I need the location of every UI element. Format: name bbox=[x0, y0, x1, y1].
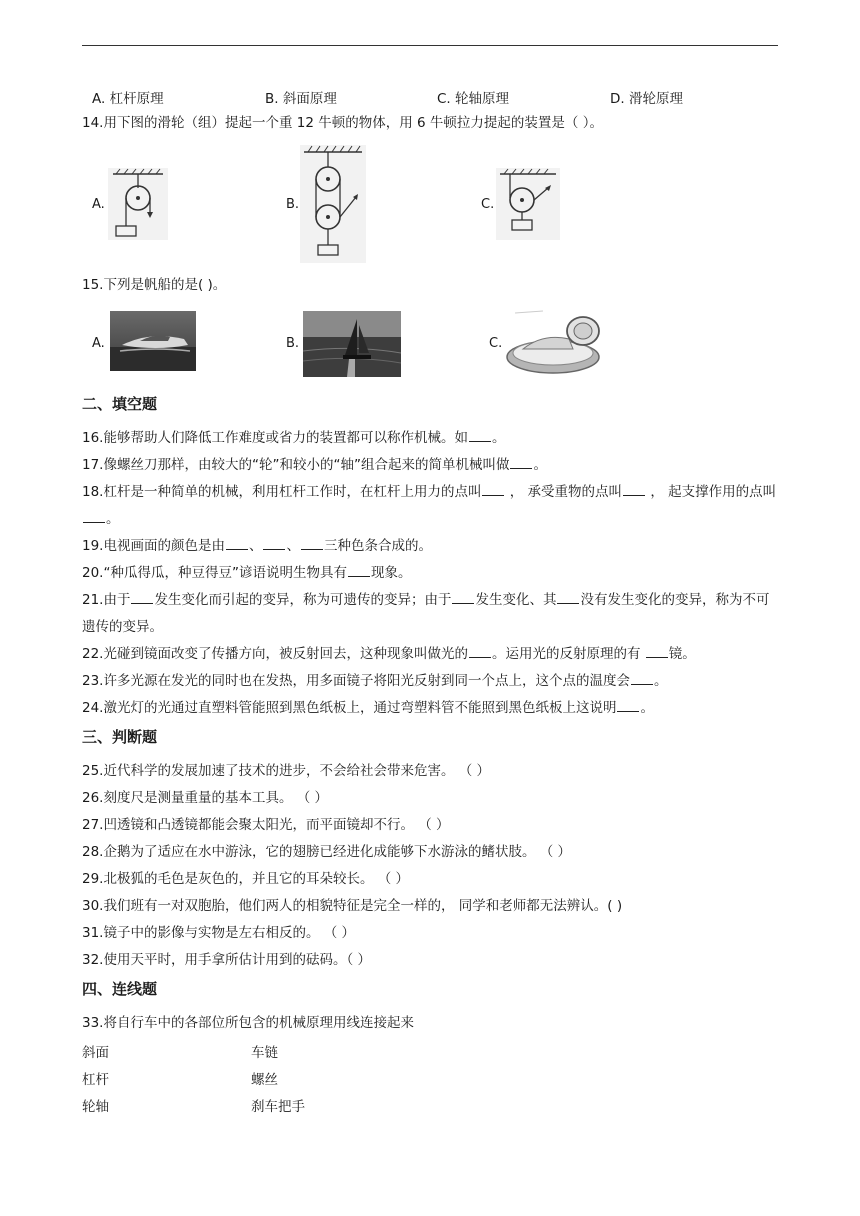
answer-blank[interactable] bbox=[83, 510, 105, 523]
q18 bbox=[82, 479, 782, 533]
answer-blank[interactable] bbox=[631, 672, 653, 685]
q13-option-d: D. 滑轮原理 bbox=[610, 91, 683, 107]
q14-pulley-c-figure bbox=[496, 168, 560, 240]
q21-text-3: 发生变化、其 bbox=[475, 592, 557, 608]
q13-option-b: B. 斜面原理 bbox=[265, 91, 337, 107]
q18-text-3: ， 起支撑作用的点叫 bbox=[646, 484, 777, 500]
answer-blank[interactable] bbox=[482, 483, 504, 496]
q13-option-c: C. 轮轴原理 bbox=[437, 91, 510, 107]
q20-text-end: 现象。 bbox=[370, 565, 412, 581]
match-left-item[interactable]: 杠杆 bbox=[82, 1072, 109, 1088]
q23-text-end: 。 bbox=[653, 673, 668, 689]
q18-text: 18.杠杆是一种简单的机械，利用杠杆工作时，在杠杆上用力的点叫 bbox=[82, 484, 482, 500]
q24 bbox=[82, 699, 654, 717]
section-3-heading: 三、判断题 bbox=[82, 728, 158, 746]
q17 bbox=[82, 456, 547, 474]
q24-text: 24.激光灯的光通过直塑料管能照到黑色纸板上，通过弯塑料管不能照到黑色纸板上这说明 bbox=[82, 700, 617, 716]
q15-label-b: B. bbox=[286, 336, 300, 351]
header-rule bbox=[82, 45, 778, 46]
q28: 28.企鹅为了适应在水中游泳，它的翅膀已经进化成能够下水游泳的鳍状肢。 （ ） bbox=[82, 844, 572, 860]
q32: 32.使用天平时，用手拿所估计用到的砝码。（ ） bbox=[82, 952, 372, 968]
q23 bbox=[82, 672, 667, 690]
match-left-item[interactable]: 斜面 bbox=[82, 1045, 109, 1061]
match-left-item[interactable]: 轮轴 bbox=[82, 1099, 109, 1115]
q21-text-end: 没有发生变化的变异，称为不可遗传的变异。 bbox=[82, 592, 770, 635]
q16-text-end: 。 bbox=[491, 430, 506, 446]
q29: 29.北极狐的毛色是灰色的，并且它的耳朵较长。 （ ） bbox=[82, 871, 410, 887]
q19-sep-1: 、 bbox=[248, 538, 263, 554]
answer-blank[interactable] bbox=[131, 591, 153, 604]
section-4-heading: 四、连线题 bbox=[82, 980, 158, 998]
q33-text: 33.将自行车中的各部位所包含的机械原理用线连接起来 bbox=[82, 1015, 414, 1031]
answer-blank[interactable] bbox=[510, 456, 532, 469]
q15-label-a: A. bbox=[92, 336, 105, 351]
q13-option-a: A. 杠杆原理 bbox=[92, 91, 164, 107]
section-2-heading: 二、填空题 bbox=[82, 395, 158, 413]
match-right-item[interactable]: 刹车把手 bbox=[251, 1099, 305, 1115]
q14-pulley-b-figure bbox=[300, 145, 366, 263]
q18-text-end: 。 bbox=[106, 511, 120, 527]
q18-text-2: ， 承受重物的点叫 bbox=[505, 484, 623, 500]
answer-blank[interactable] bbox=[301, 537, 323, 550]
q15-text: 15.下列是帆船的是( )。 bbox=[82, 277, 227, 293]
q14-label-a: A. bbox=[92, 197, 105, 212]
q25: 25.近代科学的发展加速了技术的进步，不会给社会带来危害。 （ ） bbox=[82, 763, 491, 779]
q26: 26.刻度尺是测量重量的基本工具。 （ ） bbox=[82, 790, 329, 806]
q21-text-2: 发生变化而引起的变异，称为可遗传的变异；由于 bbox=[154, 592, 452, 608]
q31: 31.镜子中的影像与实物是左右相反的。 （ ） bbox=[82, 925, 356, 941]
q15-hydrofoil-photo bbox=[110, 311, 196, 371]
q14-label-b: B. bbox=[286, 197, 300, 212]
q15-label-c: C. bbox=[489, 336, 503, 351]
answer-blank[interactable] bbox=[617, 699, 639, 712]
q19-sep-2: 、 bbox=[286, 538, 300, 554]
answer-blank[interactable] bbox=[452, 591, 474, 604]
q22-text-2: 。运用光的反射原理的有 bbox=[491, 646, 645, 662]
answer-blank[interactable] bbox=[263, 537, 285, 550]
q22 bbox=[82, 645, 696, 663]
q15-hovercraft-photo bbox=[503, 305, 607, 379]
q21-text: 21.由于 bbox=[82, 592, 131, 608]
q20-text: 20.“种瓜得瓜，种豆得豆”谚语说明生物具有 bbox=[82, 565, 347, 581]
q24-text-end: 。 bbox=[640, 700, 654, 716]
q19-text-end: 三种色条合成的。 bbox=[323, 538, 432, 554]
q16-text: 16.能够帮助人们降低工作难度或省力的装置都可以称作机械。如 bbox=[82, 430, 468, 446]
answer-blank[interactable] bbox=[469, 429, 491, 442]
answer-blank[interactable] bbox=[469, 645, 491, 658]
q17-text-end: 。 bbox=[533, 457, 547, 473]
match-right-item[interactable]: 螺丝 bbox=[251, 1072, 278, 1088]
q20 bbox=[82, 564, 411, 582]
q14-text: 14.用下图的滑轮（组）提起一个重 12 牛顿的物体，用 6 牛顿拉力提起的装置是（ ）。 bbox=[82, 115, 603, 131]
answer-blank[interactable] bbox=[557, 591, 579, 604]
q27: 27.凹透镜和凸透镜都能会聚太阳光，而平面镜却不行。 （ ） bbox=[82, 817, 450, 833]
answer-blank[interactable] bbox=[646, 645, 668, 658]
match-right-item[interactable]: 车链 bbox=[251, 1045, 278, 1061]
answer-blank[interactable] bbox=[226, 537, 248, 550]
answer-blank[interactable] bbox=[623, 483, 645, 496]
q14-label-c: C. bbox=[481, 197, 495, 212]
q19 bbox=[82, 537, 432, 555]
answer-blank[interactable] bbox=[348, 564, 370, 577]
q30: 30.我们班有一对双胞胎，他们两人的相貌特征是完全一样的， 同学和老师都无法辨认。( ) bbox=[82, 898, 623, 914]
q23-text: 23.许多光源在发光的同时也在发热，用多面镜子将阳光反射到同一个点上，这个点的温度会 bbox=[82, 673, 630, 689]
q14-pulley-a-figure bbox=[108, 168, 168, 240]
q22-text: 22.光碰到镜面改变了传播方向，被反射回去，这种现象叫做光的 bbox=[82, 646, 468, 662]
q19-text: 19.电视画面的颜色是由 bbox=[82, 538, 225, 554]
q16 bbox=[82, 429, 505, 447]
q17-text: 17.像螺丝刀那样，由较大的“轮”和较小的“轴”组合起来的简单机械叫做 bbox=[82, 457, 510, 473]
q21 bbox=[82, 587, 782, 641]
q15-sailboat-photo bbox=[303, 311, 401, 377]
q22-text-end: 镜。 bbox=[668, 646, 696, 662]
